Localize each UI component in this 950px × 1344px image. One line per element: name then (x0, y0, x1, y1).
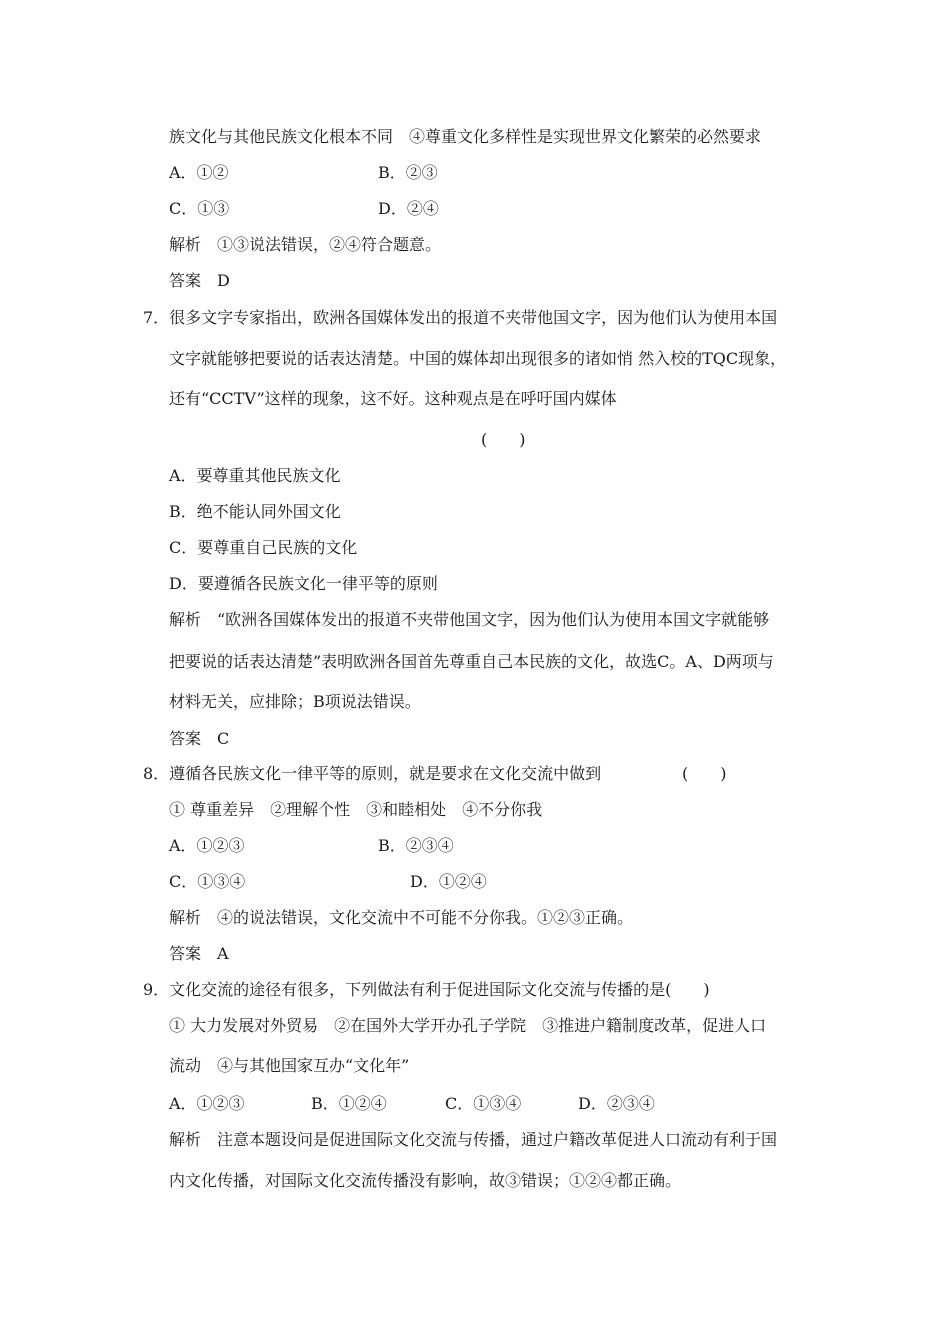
q6-analysis: 解析 ①③说法错误，②④符合题意。 (169, 235, 442, 254)
q6-option-b: B．②③ (378, 163, 438, 182)
q9-stem: 9．文化交流的途径有很多，下列做法有利于促进国际文化交流与传播的是( ) (143, 980, 710, 999)
q9-items-line2: 流动 ④与其他国家互办“文化年” (169, 1056, 410, 1075)
q8-answer: 答案 A (169, 944, 229, 963)
q6-option-c: C．①③ (169, 199, 230, 218)
q7-option-c: C．要尊重自己民族的文化 (169, 538, 358, 557)
q8-stem: 8．遵循各民族文化一律平等的原则，就是要求在文化交流中做到 (143, 764, 602, 783)
q7-answer-bracket: ( ) (481, 430, 526, 449)
q7-analysis-line1: 解析 “欧洲各国媒体发出的报道不夹带他国文字，因为他们认为使用本国文字就能够 (169, 610, 770, 629)
q7-analysis-line2: 把要说的话表达清楚”表明欧洲各国首先尊重自己本民族的文化，故选C。A、D两项与 (169, 652, 774, 671)
q7-option-d: D．要遵循各民族文化一律平等的原则 (169, 574, 438, 593)
q7-analysis-line3: 材料无关，应排除；B项说法错误。 (169, 692, 421, 711)
q8-answer-bracket: ( ) (682, 764, 727, 783)
q7-stem-line3: 还有“CCTV”这样的现象，这不好。这种观点是在呼吁国内媒体 (169, 389, 617, 408)
q9-option-d: D．②③④ (578, 1094, 655, 1113)
q8-option-c: C．①③④ (169, 872, 246, 891)
q6-answer: 答案 D (169, 271, 230, 290)
q7-stem-line1: 7．很多文字专家指出，欧洲各国媒体发出的报道不夹带他国文字，因为他们认为使用本国 (143, 308, 778, 327)
q7-answer: 答案 C (169, 729, 230, 748)
q6-option-a: A．①② (169, 163, 229, 182)
q7-stem-line2: 文字就能够把要说的话表达清楚。中国的媒体却出现很多的诸如悄 然入校的TQC现象， (169, 349, 787, 368)
q6-option-d: D．②④ (378, 199, 439, 218)
q6-stem-tail: 族文化与其他民族文化根本不同 ④尊重文化多样性是实现世界文化繁荣的必然要求 (169, 127, 762, 146)
q8-items: ① 尊重差异 ②理解个性 ③和睦相处 ④不分你我 (169, 800, 543, 819)
q9-option-c: C．①③④ (445, 1094, 522, 1113)
q7-option-a: A．要尊重其他民族文化 (169, 466, 341, 485)
q9-option-a: A．①②③ (169, 1094, 245, 1113)
q7-option-b: B．绝不能认同外国文化 (169, 502, 341, 521)
q8-option-a: A．①②③ (169, 836, 245, 855)
q9-analysis-line1: 解析 注意本题设问是促进国际文化交流与传播，通过户籍改革促进人口流动有利于国 (169, 1130, 778, 1149)
q8-analysis: 解析 ④的说法错误，文化交流中不可能不分你我。①②③正确。 (169, 908, 634, 927)
q9-option-b: B．①②④ (311, 1094, 387, 1113)
q9-items-line1: ① 大力发展对外贸易 ②在国外大学开办孔子学院 ③推进户籍制度改革，促进人口 (169, 1016, 767, 1035)
q9-analysis-line2: 内文化传播，对国际文化交流传播没有影响，故③错误；①②④都正确。 (169, 1171, 682, 1190)
q8-option-b: B．②③④ (378, 836, 454, 855)
q8-option-d: D．①②④ (410, 872, 487, 891)
